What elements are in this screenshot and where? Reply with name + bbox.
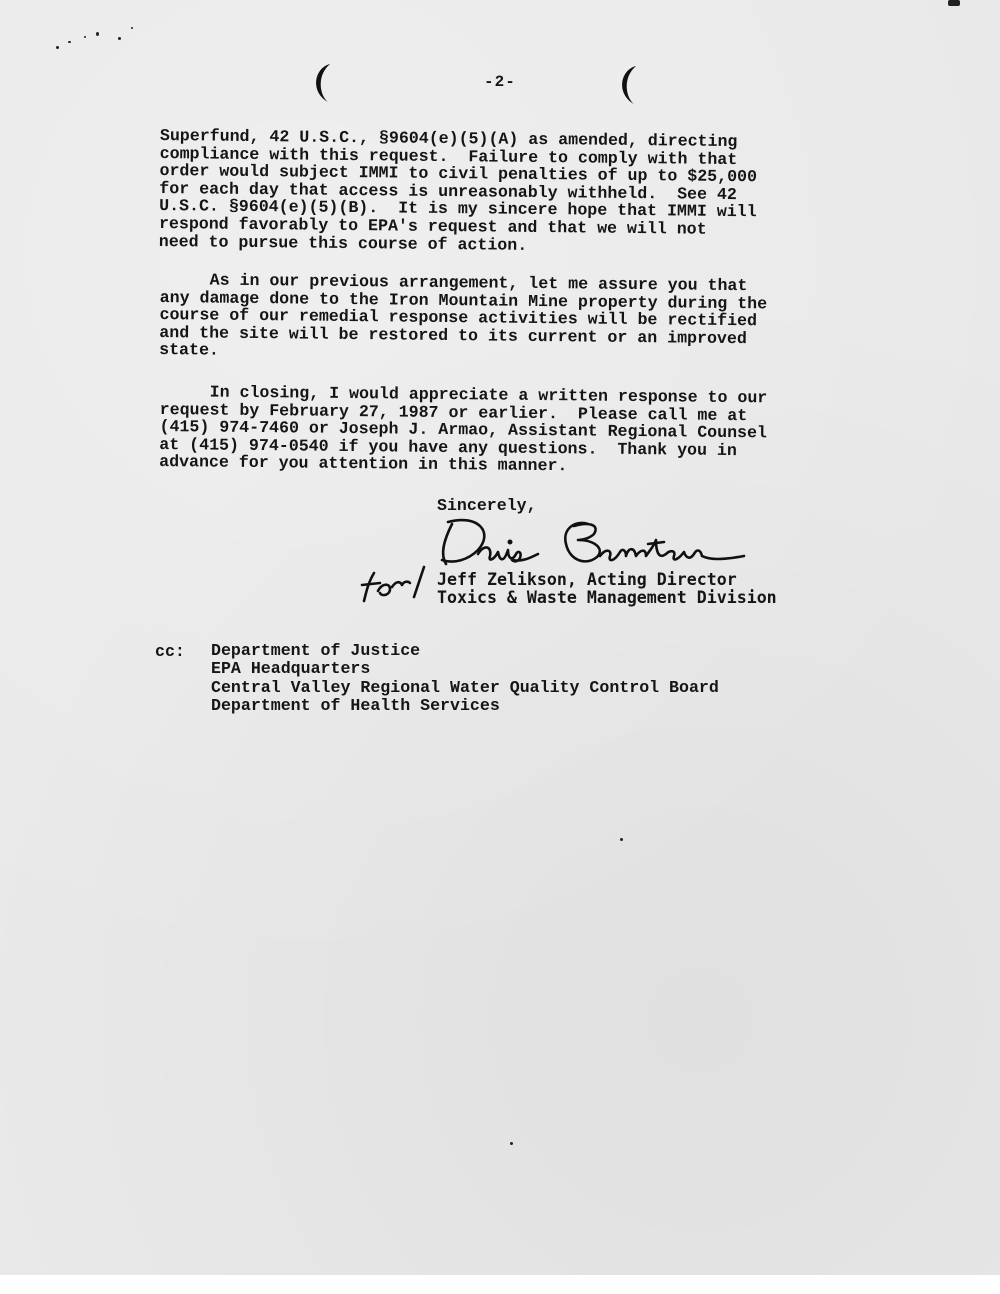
handwritten-signature (438, 510, 748, 576)
body-paragraph-3: In closing, I would appreciate a written response to our request by February 27, 1987 or earlier. Please call me at (415) 974-7460 or Joseph J. Armao, Assistant Regional Counsel at (415) 974-0540 if you have any questions. Thank you in advance for you attention in this manner. (159, 382, 768, 476)
scan-speck (96, 32, 99, 36)
scan-speck (620, 838, 623, 841)
scan-speck (131, 27, 133, 29)
scan-speck (948, 0, 960, 6)
cc-recipient-list (211, 642, 719, 716)
closing-salutation: Sincerely, (437, 496, 537, 515)
for-handwritten-mark (360, 563, 432, 603)
page-number: -2- (484, 73, 516, 91)
scan-speck (510, 1142, 513, 1145)
body-paragraph-1: Superfund, 42 U.S.C., §9604(e)(5)(A) as amended, directing compliance with this request. Failure to comply with that order would subject IMMI to civil penalties of up to $25,000 for each day that access is unreasonably withheld. See 42 U.S.C. §9604(e)(5)(B). It is my sincere hope that IMMI will respond favorably to EPA's request and that we will not need to pursue this course of action. (158, 126, 758, 255)
signer-division: Toxics & Waste Management Division (437, 588, 777, 607)
cc-recipient: Central Valley Regional Water Quality Control Board (211, 677, 719, 697)
cc-recipient: Department of Justice (211, 641, 421, 660)
body-paragraph-2: As in our previous arrangement, let me assure you that any damage done to the Iron Mountain Mine property during the course of our remedial response activities will be rectified and the site will be restored to its current or an improved state. (159, 270, 768, 360)
left-hole-crescent (306, 62, 334, 104)
right-hole-crescent (612, 64, 640, 106)
cc-label: cc: (155, 642, 185, 661)
scan-speck (118, 37, 121, 40)
scan-speck (84, 36, 86, 38)
signer-name-title: Jeff Zelikson, Acting Director (437, 570, 737, 589)
signer-block (437, 571, 777, 607)
scan-border (0, 1275, 1000, 1294)
cc-recipient: EPA Headquarters (211, 659, 371, 679)
scan-speck (68, 41, 71, 43)
cc-recipient: Department of Health Services (211, 696, 500, 716)
scan-speck (56, 46, 59, 49)
